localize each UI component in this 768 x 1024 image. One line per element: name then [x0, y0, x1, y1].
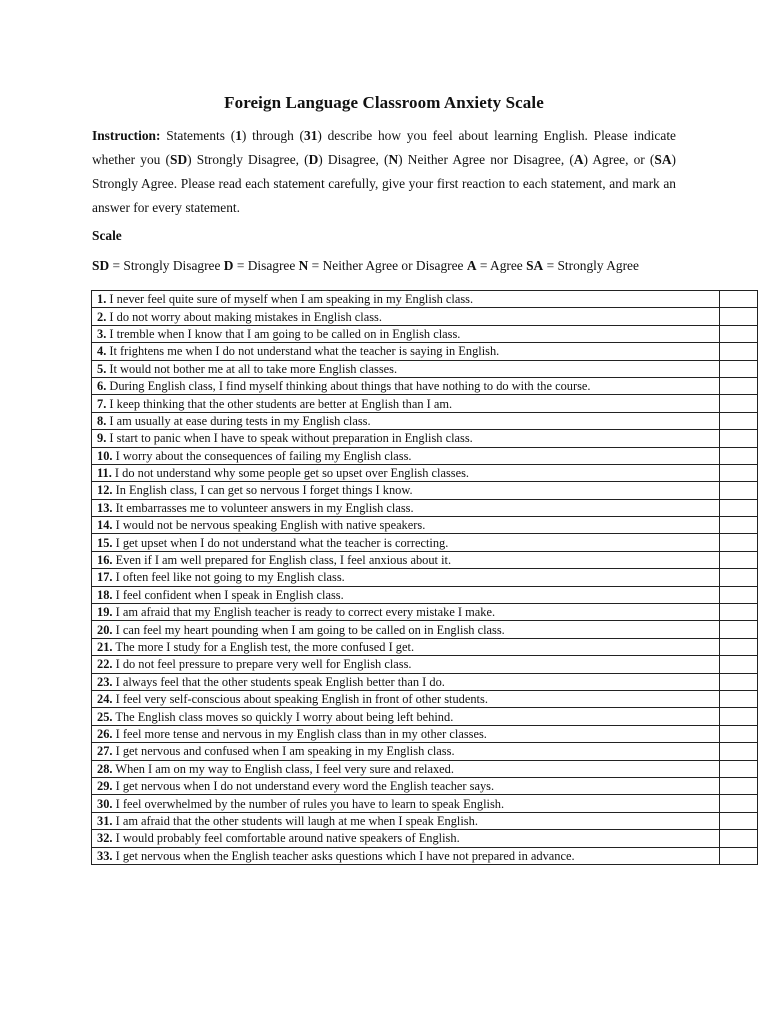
statement-row [92, 395, 758, 412]
statement-row [92, 812, 758, 829]
statement-number: 4. [97, 344, 107, 359]
statement-cell [92, 447, 720, 464]
statement-number: 16. [97, 553, 113, 568]
answer-cell[interactable] [720, 586, 758, 603]
statement-cell [92, 517, 720, 534]
statement-cell [92, 743, 720, 760]
statement-number: 7. [97, 396, 107, 411]
page-title: Foreign Language Classroom Anxiety Scale [224, 93, 544, 112]
statement-number: 10. [97, 448, 113, 463]
statement-row [92, 830, 758, 847]
statement-number: 8. [97, 413, 107, 428]
statement-text: The more I study for a English test, the more confused I get. [112, 640, 415, 654]
instruction-text: ) Agree, or ( [583, 152, 655, 167]
instruction-text: Statements ( [160, 128, 236, 143]
statement-number: 29. [97, 779, 113, 794]
statement-cell [92, 760, 720, 777]
statement-row [92, 482, 758, 499]
answer-cell[interactable] [720, 708, 758, 725]
statement-text: The English class moves so quickly I worry about being left behind. [112, 709, 454, 724]
statement-text: I would probably feel comfortable around native speakers of English. [112, 831, 460, 846]
statement-cell [92, 482, 720, 499]
statement-row [92, 708, 758, 725]
answer-cell[interactable] [720, 360, 758, 377]
legend-a-key: A [466, 258, 477, 273]
answer-cell[interactable] [720, 760, 758, 777]
statement-number: 31. [97, 813, 113, 828]
statement-number: 5. [97, 361, 107, 376]
legend-d-value: = Disagree [233, 258, 299, 273]
statement-row [92, 604, 758, 621]
instruction-text: ) Disagree, ( [318, 152, 389, 167]
statement-number: 15. [97, 535, 113, 550]
statement-number: 20. [97, 622, 113, 637]
answer-cell[interactable] [720, 725, 758, 742]
statement-text: When I am on my way to English class, I feel very sure and relaxed. [112, 761, 454, 776]
answer-cell[interactable] [720, 743, 758, 760]
instruction-sa-code: SA [654, 152, 672, 167]
statement-row [92, 343, 758, 360]
instruction-n-code: N [388, 152, 399, 167]
statement-text: I feel overwhelmed by the number of rules you have to learn to speak English. [112, 796, 505, 811]
statement-text: It would not bother me at all to take more English classes. [106, 361, 398, 376]
statement-row [92, 447, 758, 464]
answer-cell[interactable] [720, 395, 758, 412]
statement-row [92, 360, 758, 377]
instruction-end-number: 31 [304, 128, 318, 143]
statement-number: 25. [97, 709, 113, 724]
statement-row [92, 325, 758, 342]
statement-cell [92, 464, 720, 481]
statement-number: 2. [97, 309, 107, 324]
statement-cell [92, 551, 720, 568]
statement-row [92, 847, 758, 864]
statement-text: I feel more tense and nervous in my English class than in my other classes. [112, 726, 487, 741]
statement-text: In English class, I can get so nervous I forget things I know. [112, 483, 413, 498]
statement-number: 12. [97, 483, 113, 498]
statement-text: I get upset when I do not understand what the teacher is correcting. [112, 535, 449, 550]
legend-n-key: N [298, 258, 309, 273]
statement-text: I feel confident when I speak in English class. [112, 587, 344, 602]
statement-cell [92, 673, 720, 690]
statement-row [92, 586, 758, 603]
statements-table-body [92, 291, 758, 865]
statement-row [92, 743, 758, 760]
statement-text: It embarrasses me to volunteer answers in my English class. [112, 500, 414, 515]
statement-cell [92, 604, 720, 621]
answer-cell[interactable] [720, 621, 758, 638]
statement-number: 22. [97, 657, 113, 672]
statement-number: 28. [97, 761, 113, 776]
answer-cell[interactable] [720, 777, 758, 794]
statement-text: Even if I am well prepared for English class, I feel anxious about it. [112, 553, 452, 568]
statement-row [92, 377, 758, 394]
statement-cell [92, 690, 720, 707]
instruction-sd-code: SD [170, 152, 188, 167]
statement-text: During English class, I find myself thinking about things that have nothing to do with the course. [106, 379, 591, 394]
instruction-paragraph [92, 124, 676, 220]
answer-cell[interactable] [720, 812, 758, 829]
answer-cell[interactable] [720, 551, 758, 568]
statement-cell [92, 725, 720, 742]
statement-cell [92, 621, 720, 638]
answer-cell[interactable] [720, 847, 758, 864]
statement-row [92, 412, 758, 429]
statement-number: 24. [97, 692, 113, 707]
scale-heading: Scale [92, 228, 122, 243]
instruction-d-code: D [308, 152, 319, 167]
answer-cell[interactable] [720, 569, 758, 586]
statement-row [92, 725, 758, 742]
statement-cell [92, 534, 720, 551]
instruction-text: ) describe how you feel about learning English. Please indicate whether you ( [92, 128, 676, 167]
answer-cell[interactable] [720, 377, 758, 394]
statement-row [92, 777, 758, 794]
legend-sa-value: = Strongly Agree [543, 258, 639, 273]
answer-cell[interactable] [720, 604, 758, 621]
answer-cell[interactable] [720, 499, 758, 516]
statements-table [91, 290, 758, 865]
statement-row [92, 464, 758, 481]
statement-row [92, 430, 758, 447]
statement-number: 9. [97, 431, 107, 446]
statement-text: I worry about the consequences of failing my English class. [112, 448, 412, 463]
statement-number: 3. [97, 326, 107, 341]
answer-cell[interactable] [720, 830, 758, 847]
statement-row [92, 291, 758, 308]
statement-cell [92, 638, 720, 655]
answer-cell[interactable] [720, 534, 758, 551]
statement-cell [92, 412, 720, 429]
statement-text: I get nervous when I do not understand every word the English teacher says. [112, 779, 495, 794]
answer-cell[interactable] [720, 482, 758, 499]
answer-cell[interactable] [720, 447, 758, 464]
statement-text: I do not worry about making mistakes in English class. [106, 309, 382, 324]
statement-number: 26. [97, 726, 113, 741]
answer-cell[interactable] [720, 291, 758, 308]
statement-cell [92, 847, 720, 864]
statement-row [92, 656, 758, 673]
statement-number: 30. [97, 796, 113, 811]
answer-cell[interactable] [720, 325, 758, 342]
answer-cell[interactable] [720, 430, 758, 447]
statement-row [92, 690, 758, 707]
statement-text: I get nervous and confused when I am speaking in my English class. [112, 744, 455, 759]
legend-sd-key: SD [92, 258, 110, 273]
statement-row [92, 517, 758, 534]
statement-cell [92, 777, 720, 794]
statement-row [92, 795, 758, 812]
statement-text: I can feel my heart pounding when I am going to be called on in English class. [112, 622, 505, 637]
statement-text: I tremble when I know that I am going to be called on in English class. [106, 326, 461, 341]
statement-text: It frightens me when I do not understand what the teacher is saying in English. [106, 344, 500, 359]
statement-number: 17. [97, 570, 113, 585]
statement-text: I would not be nervous speaking English with native speakers. [112, 518, 426, 533]
statement-cell [92, 291, 720, 308]
answer-cell[interactable] [720, 343, 758, 360]
statement-number: 21. [97, 640, 113, 654]
statement-number: 18. [97, 587, 113, 602]
statement-cell [92, 656, 720, 673]
answer-cell[interactable] [720, 308, 758, 325]
statement-cell [92, 499, 720, 516]
statement-row [92, 638, 758, 655]
statement-text: I start to panic when I have to speak without preparation in English class. [106, 431, 473, 446]
answer-cell[interactable] [720, 795, 758, 812]
statement-text: I never feel quite sure of myself when I am speaking in my English class. [106, 292, 474, 307]
answer-cell[interactable] [720, 673, 758, 690]
statement-cell [92, 795, 720, 812]
answer-cell[interactable] [720, 690, 758, 707]
statement-text: I feel very self-conscious about speaking English in front of other students. [112, 692, 488, 707]
statement-cell [92, 343, 720, 360]
statement-number: 33. [97, 848, 113, 863]
statement-number: 6. [97, 379, 107, 394]
statement-cell [92, 830, 720, 847]
statement-row [92, 499, 758, 516]
statement-cell [92, 430, 720, 447]
statement-text: I keep thinking that the other students are better at English than I am. [106, 396, 453, 411]
answer-cell[interactable] [720, 656, 758, 673]
statement-text: I get nervous when the English teacher asks questions which I have not prepared in advance. [112, 848, 575, 863]
legend-d-key: D [223, 258, 234, 273]
statement-number: 1. [97, 292, 107, 307]
statement-row [92, 551, 758, 568]
statement-cell [92, 569, 720, 586]
answer-cell[interactable] [720, 638, 758, 655]
statement-text: I am afraid that the other students will laugh at me when I speak English. [112, 813, 478, 828]
statement-row [92, 308, 758, 325]
statement-text: I am usually at ease during tests in my English class. [106, 413, 371, 428]
statement-cell [92, 812, 720, 829]
statement-number: 32. [97, 831, 113, 846]
legend-a-value: = Agree [476, 258, 527, 273]
instruction-a-code: A [573, 152, 584, 167]
instruction-text: ) Strongly Disagree, ( [187, 152, 309, 167]
legend-n-value: = Neither Agree or Disagree [308, 258, 467, 273]
statement-row [92, 673, 758, 690]
instruction-text: ) through ( [241, 128, 304, 143]
scale-legend [92, 258, 639, 274]
statement-number: 13. [97, 500, 113, 515]
legend-sd-value: = Strongly Disagree [109, 258, 224, 273]
statement-number: 14. [97, 518, 113, 533]
answer-cell[interactable] [720, 412, 758, 429]
instruction-label: Instruction: [92, 128, 161, 143]
legend-sa-key: SA [526, 258, 544, 273]
statement-row [92, 534, 758, 551]
statement-number: 11. [97, 466, 112, 481]
statement-number: 19. [97, 605, 113, 620]
statement-number: 23. [97, 674, 113, 689]
answer-cell[interactable] [720, 517, 758, 534]
instruction-start-number: 1 [235, 128, 242, 143]
answer-cell[interactable] [720, 464, 758, 481]
statement-number: 27. [97, 744, 113, 759]
statement-cell [92, 325, 720, 342]
statement-cell [92, 360, 720, 377]
statement-cell [92, 377, 720, 394]
statement-cell [92, 586, 720, 603]
statement-text: I always feel that the other students speak English better than I do. [112, 674, 445, 689]
statement-cell [92, 708, 720, 725]
instruction-text: ) Neither Agree nor Disagree, ( [398, 152, 574, 167]
statement-row [92, 569, 758, 586]
statement-text: I do not understand why some people get so upset over English classes. [111, 466, 470, 481]
statement-cell [92, 308, 720, 325]
instruction-text: ) Strongly Agree. Please read each statement carefully, give your first reaction to each statement, and mark an answer for every statement. [92, 152, 676, 215]
statement-cell [92, 395, 720, 412]
statement-row [92, 621, 758, 638]
statement-text: I do not feel pressure to prepare very well for English class. [112, 657, 412, 672]
statement-row [92, 760, 758, 777]
statement-text: I often feel like not going to my English class. [112, 570, 345, 585]
statement-text: I am afraid that my English teacher is ready to correct every mistake I make. [112, 605, 496, 620]
